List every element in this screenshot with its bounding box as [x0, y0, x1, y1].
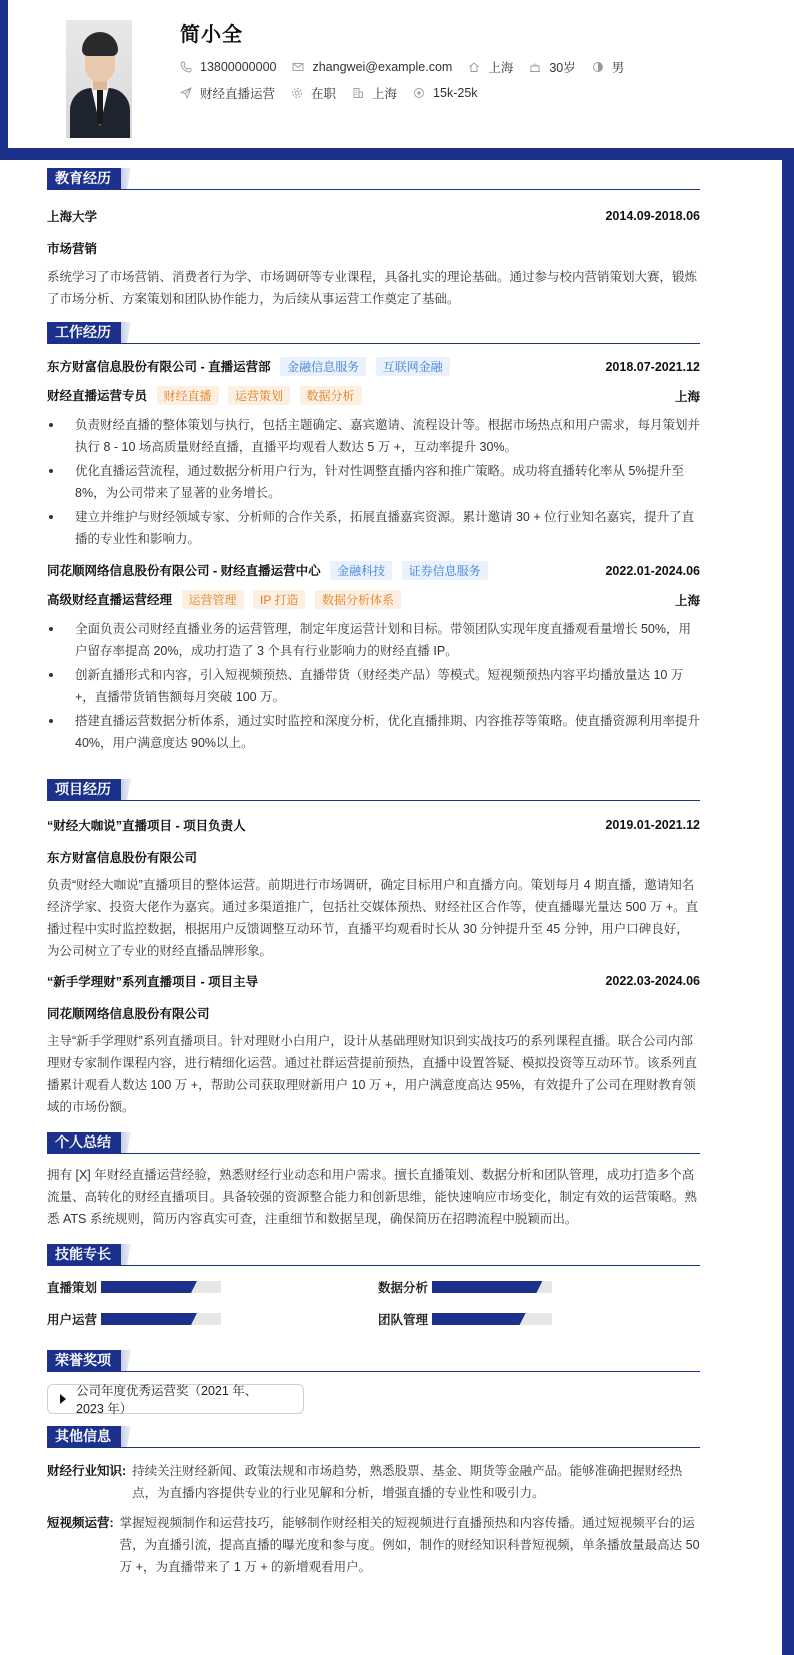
project-company: 东方财富信息股份有限公司 — [47, 851, 198, 865]
skills-grid — [47, 1278, 700, 1328]
expand-triangle-icon — [60, 1394, 66, 1404]
other-value: 掌握短视频制作和运营技巧，能够制作财经相关的短视频进行直播预热和内容传播。通过短视频平台的运营，为直播引流，提高直播的曝光度和参与度。例如，制作的财经知识科普短视频，单条播放量最高达 50 万 +，为直播带来了 1 万 + 的新增观看用户。 — [119, 1516, 700, 1574]
building-icon — [352, 87, 364, 99]
project-period: 2019.01-2021.12 — [605, 818, 700, 832]
work-company: 东方财富信息股份有限公司 - 直播运营部 — [47, 360, 271, 374]
industry-tag: 金融信息服务 — [280, 357, 366, 376]
project-company: 同花顺网络信息股份有限公司 — [47, 1007, 210, 1021]
work-entry — [47, 561, 700, 754]
project-desc: 负责“财经大咖说”直播项目的整体运营。前期进行市场调研，确定目标用户和直播方向。策划每月 4 期直播，邀请知名经济学家、投资大佬作为嘉宾。通过多渠道推广，包括社交媒体预热、财经社区合作等，使直播曝光量达 500 万 +。直播过程中实时监控数据，根据用户反馈调整互动环节，直播平均观看时长从 30 分钟提升至 45 分钟，用户口碑良好，为公司树立了专业的财经直播品牌形象。 — [47, 878, 699, 958]
skill-name: 用户运营 — [47, 1313, 98, 1327]
frame-accent-left — [0, 0, 8, 160]
skill-tag: 运营策划 — [228, 386, 290, 405]
gender-text: 男 — [611, 61, 625, 75]
gear-icon — [291, 87, 303, 99]
frame-accent-right — [782, 148, 794, 1655]
age-icon — [529, 61, 541, 73]
city-item — [468, 58, 513, 76]
target-job-text: 财经直播运营 — [200, 87, 276, 101]
email-item — [292, 60, 452, 74]
skill-item — [378, 1310, 700, 1328]
education-desc: 系统学习了市场营销、消费者行为学、市场调研等专业课程，具备扎实的理论基础。通过参与校内营销策划大赛，锻炼了市场分析、方案策划和团队协作能力，为后续从事运营工作奠定了基础。 — [47, 270, 698, 306]
project-title-row — [47, 816, 700, 834]
project-desc: 主导“新手学理财”系列直播项目。针对理财小白用户，设计从基础理财知识到实战技巧的系列课程直播。联合公司内部理财专家制作课程内容，进行精细化运营。通过社群运营提前预热，直播中设置答疑、模拟投资等互动环节。该系列直播累计观看人数达 100 万 +，帮助公司获取理财新用户 10 万 +，用户满意度高达 95%，有效提升了公司在理财教育领域的市场份额。 — [47, 1034, 698, 1114]
industry-tag: 互联网金融 — [376, 357, 450, 376]
phone-text: 13800000000 — [200, 60, 277, 74]
industry-tag: 金融科技 — [330, 561, 392, 580]
status-item — [291, 84, 336, 102]
skill-tag: 数据分析体系 — [315, 590, 401, 609]
project-title: “财经大咖说”直播项目 - 项目负责人 — [47, 819, 246, 833]
phone-item — [180, 60, 276, 74]
education-row — [47, 207, 700, 225]
gender-icon — [592, 61, 604, 73]
skill-bar-fill — [432, 1313, 526, 1325]
skill-bar — [101, 1281, 221, 1293]
resume-body — [47, 168, 700, 1578]
other-item — [47, 1460, 700, 1504]
salary-text: 15k-25k — [433, 86, 478, 100]
skill-tag: 财经直播 — [157, 386, 219, 405]
education-major: 市场营销 — [47, 242, 98, 256]
mail-icon — [292, 61, 304, 73]
skill-tag: IP 打造 — [253, 590, 305, 609]
section-title: 技能专长 — [47, 1244, 121, 1265]
other-value: 持续关注财经新闻、政策法规和市场趋势，熟悉股票、基金、期货等金融产品。能够准确把握财经热点，为直播内容提供专业的行业见解和分析，增强直播的专业性和吸引力。 — [132, 1464, 683, 1500]
skill-bar-fill — [432, 1281, 542, 1293]
work-company-row — [47, 561, 700, 580]
bullet-item: 建立并维护与财经领域专家、分析师的合作关系，拓展直播嘉宾资源。累计邀请 30 + 位行业知名嘉宾，提升了直播的专业性和影响力。 — [47, 506, 700, 550]
section-education — [47, 168, 700, 190]
section-projects — [47, 779, 700, 801]
work-role: 高级财经直播运营经理 — [47, 593, 173, 607]
city-text: 上海 — [488, 61, 514, 75]
skill-name: 直播策划 — [47, 1281, 98, 1295]
work-role-row — [47, 386, 700, 405]
skill-bar — [432, 1313, 552, 1325]
section-title: 教育经历 — [47, 168, 121, 189]
home-icon — [468, 61, 480, 73]
skill-tag: 运营管理 — [182, 590, 244, 609]
project-entry — [47, 972, 700, 1118]
section-title: 工作经历 — [47, 322, 121, 343]
candidate-name: 简小全 — [180, 24, 243, 46]
work-bullets — [47, 414, 700, 550]
awards-list — [47, 1384, 700, 1414]
bullet-item: 创新直播形式和内容，引入短视频预热、直播带货（财经类产品）等模式。短视频预热内容平均播放量达 10 万 +，直播带货销售额每月突破 100 万。 — [47, 664, 700, 708]
send-icon — [180, 87, 192, 99]
section-title: 荣誉奖项 — [47, 1350, 121, 1371]
skill-bar-fill — [101, 1281, 197, 1293]
skill-bar — [101, 1313, 221, 1325]
work-role-row — [47, 590, 700, 609]
skill-item — [47, 1310, 378, 1328]
skill-bar — [432, 1281, 552, 1293]
section-other — [47, 1426, 700, 1448]
work-location: 上海 — [674, 389, 700, 404]
project-entry — [47, 816, 700, 962]
project-title-row — [47, 972, 700, 990]
skill-tag: 数据分析 — [300, 386, 362, 405]
work-bullets — [47, 618, 700, 754]
coin-icon — [413, 87, 425, 99]
target-city-text: 上海 — [372, 87, 398, 101]
work-company: 同花顺网络信息股份有限公司 - 财经直播运营中心 — [47, 564, 321, 578]
skill-item — [378, 1278, 700, 1296]
skill-item — [47, 1278, 378, 1296]
bullet-item: 优化直播运营流程，通过数据分析用户行为，针对性调整直播内容和推广策略。成功将直播转化率从 5%提升至 8%，为公司带来了显著的业务增长。 — [47, 460, 700, 504]
skill-name: 团队管理 — [378, 1313, 429, 1327]
target-city-item — [352, 84, 397, 102]
other-key: 短视频运营: — [47, 1516, 114, 1530]
section-skills — [47, 1244, 700, 1266]
section-awards — [47, 1350, 700, 1372]
intent-row — [180, 84, 494, 102]
gender-item — [592, 58, 625, 76]
bullet-item: 搭建直播运营数据分析体系，通过实时监控和深度分析，优化直播排期、内容推荐等策略。使直播资源利用率提升 40%，用户满意度达 90%以上。 — [47, 710, 700, 754]
award-item[interactable] — [47, 1384, 304, 1414]
bullet-item: 负责财经直播的整体策划与执行，包括主题确定、嘉宾邀请、流程设计等。根据市场热点和用户需求，每月策划并执行 8 - 10 场高质量财经直播，直播平均观看人数达 5 万 +，互动率提升 30%。 — [47, 414, 700, 458]
phone-icon — [180, 61, 192, 73]
skill-bar-fill — [101, 1313, 197, 1325]
job-item — [180, 84, 275, 102]
age-text: 30岁 — [549, 61, 576, 75]
award-text: 公司年度优秀运营奖（2021 年、2023 年） — [76, 1384, 258, 1416]
project-period: 2022.03-2024.06 — [605, 974, 700, 988]
section-title: 个人总结 — [47, 1132, 121, 1153]
work-entry — [47, 357, 700, 550]
industry-tag: 证券信息服务 — [402, 561, 488, 580]
summary-text: 拥有 [X] 年财经直播运营经验，熟悉财经行业动态和用户需求。擅长直播策划、数据分析和团队管理，成功打造多个高流量、高转化的财经直播项目。具备较强的资源整合能力和创新思维，能快速响应市场变化，制定有效的运营策略。熟悉 ATS 系统规则，简历内容真实可查，注重细节和数据呈现，确保简历在招聘流程中脱颖而出。 — [47, 1168, 698, 1226]
work-period: 2022.01-2024.06 — [605, 563, 700, 578]
status-text: 在职 — [311, 87, 337, 101]
contact-row — [180, 58, 640, 76]
section-work — [47, 322, 700, 344]
section-summary — [47, 1132, 700, 1154]
section-title: 其他信息 — [47, 1426, 121, 1447]
section-title: 项目经历 — [47, 779, 121, 800]
salary-item — [413, 86, 477, 100]
work-period: 2018.07-2021.12 — [605, 359, 700, 374]
education-period: 2014.09-2018.06 — [605, 209, 700, 223]
project-title: “新手学理财”系列直播项目 - 项目主导 — [47, 975, 259, 989]
other-item — [47, 1512, 700, 1578]
work-role: 财经直播运营专员 — [47, 389, 148, 403]
other-key: 财经行业知识: — [47, 1464, 127, 1478]
work-location: 上海 — [674, 593, 700, 608]
age-item — [529, 58, 575, 76]
bullet-item: 全面负责公司财经直播业务的运营管理，制定年度运营计划和目标。带领团队实现年度直播观看量增长 50%，用户留存率提高 20%，成功打造了 3 个具有行业影响力的财经直播 IP。 — [47, 618, 700, 662]
avatar-photo — [66, 20, 132, 138]
email-text: zhangwei@example.com — [312, 60, 453, 74]
work-company-row — [47, 357, 700, 376]
skill-name: 数据分析 — [378, 1281, 429, 1295]
school-name: 上海大学 — [47, 210, 98, 224]
header-band — [8, 148, 794, 160]
